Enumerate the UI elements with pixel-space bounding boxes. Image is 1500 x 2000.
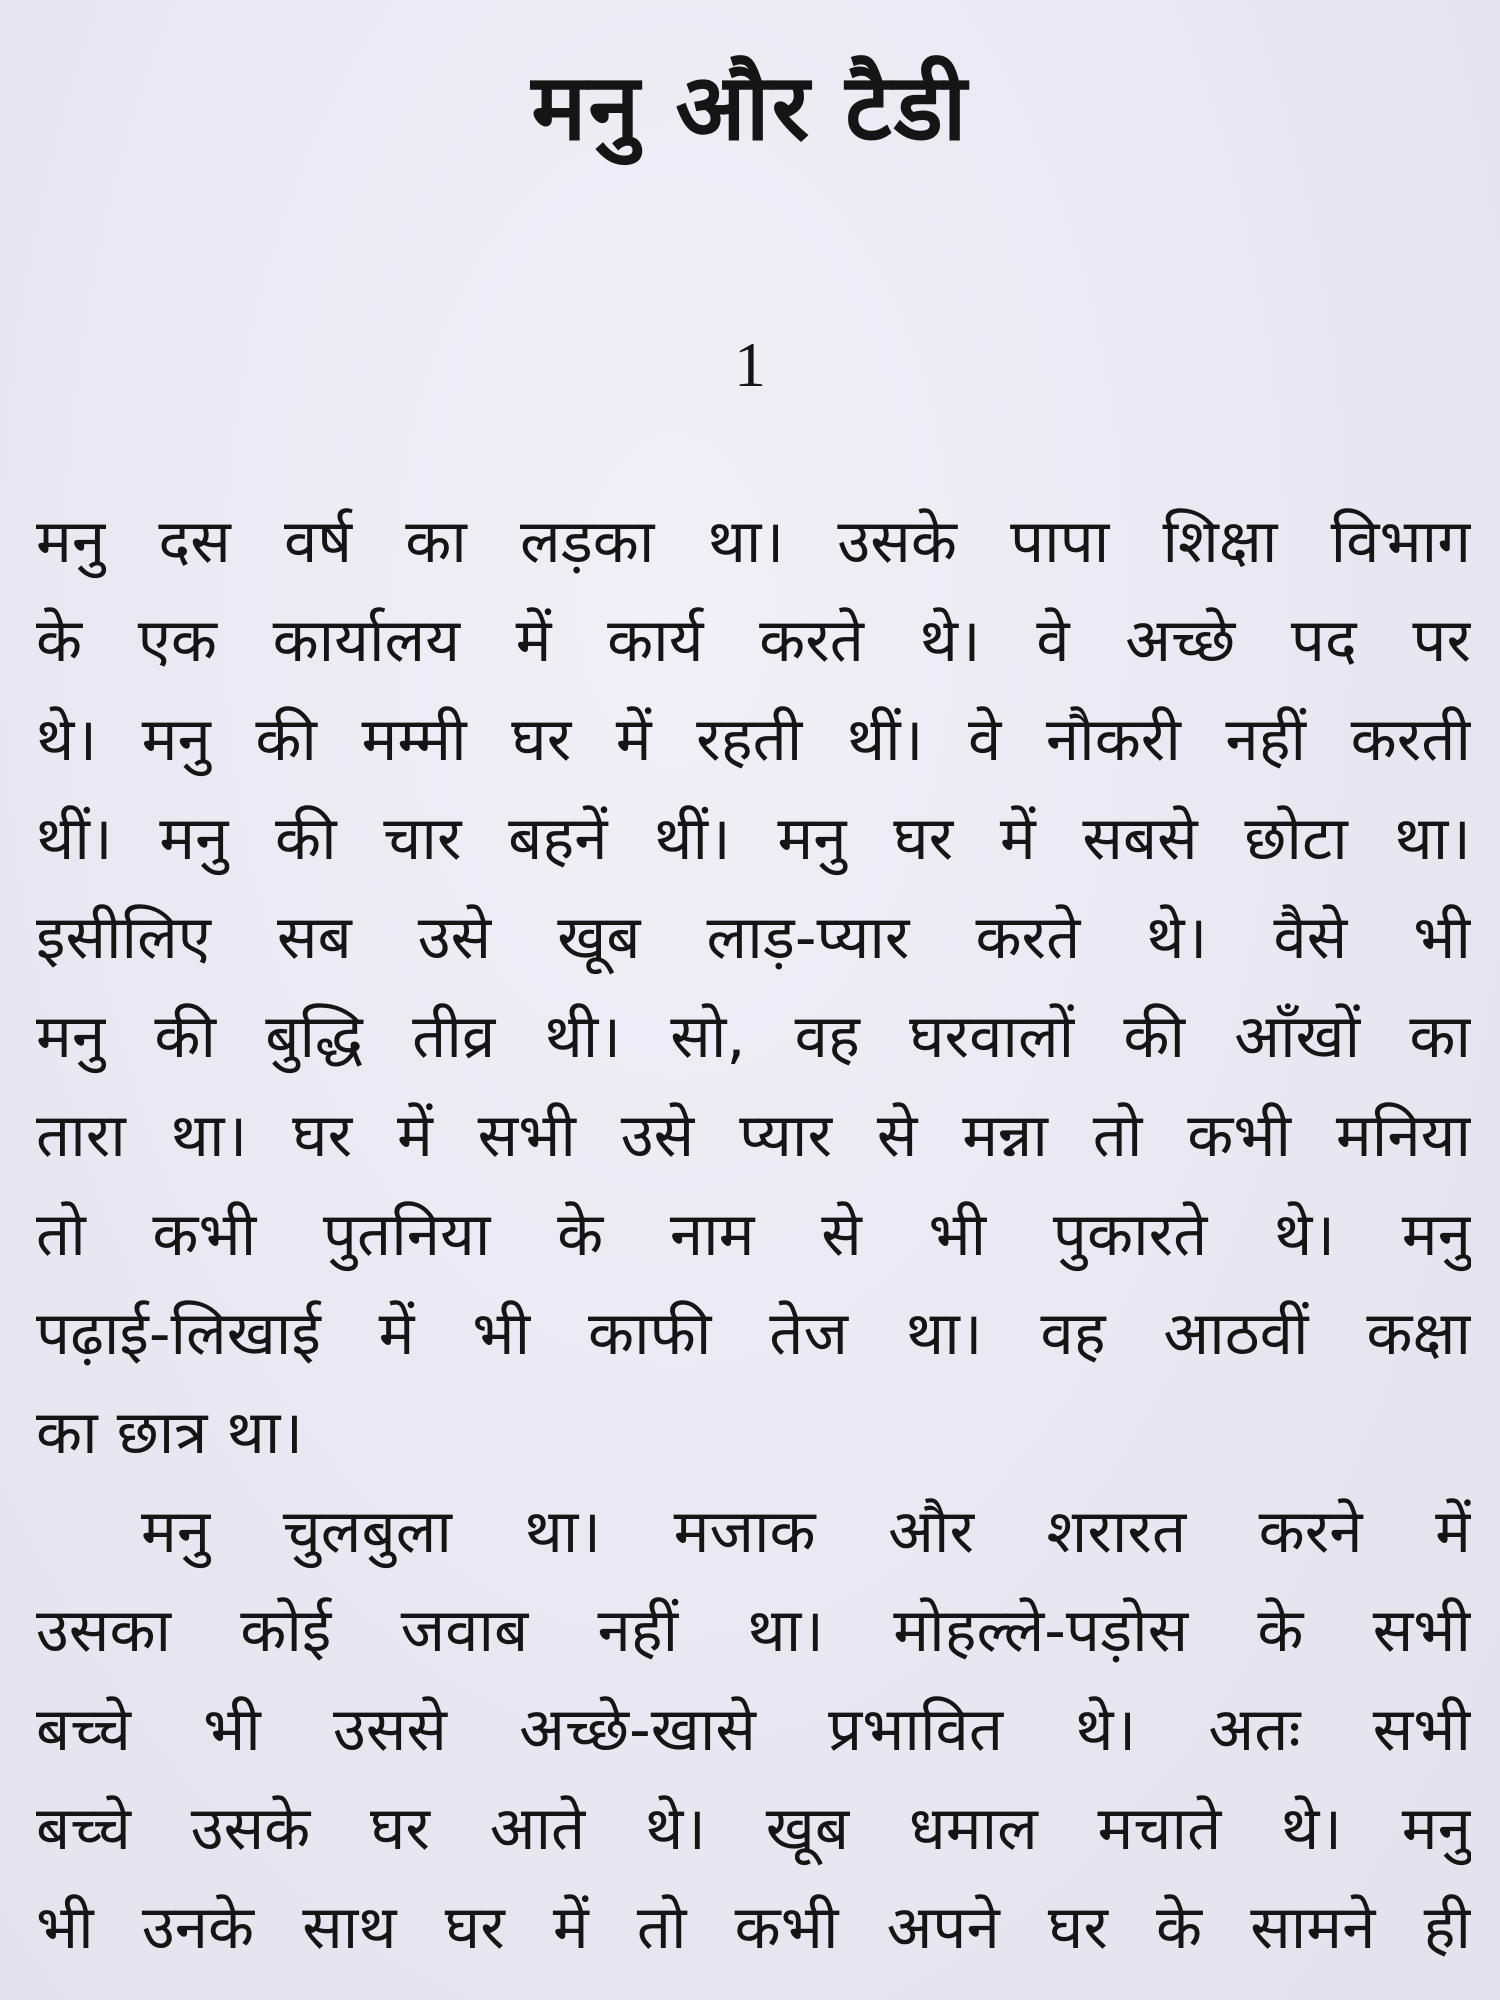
chapter-title: मनु और टैडी: [531, 54, 969, 161]
paragraph-last-line: का छात्र था।: [36, 1398, 304, 1468]
text-line: पढ़ाई-लिखाई में भी काफी तेज था। वह आठवीं कक्षा: [36, 1299, 1471, 1369]
text-line: मनु दस वर्ष का लड़का था। उसके पापा शिक्षा विभाग: [36, 507, 1471, 577]
text-line: थीं। मनु की चार बहनें थीं। मनु घर में सबसे छोटा था।: [36, 804, 1471, 874]
text-line: बच्चे भी उससे अच्छे-खासे प्रभावित थे। अतः सभी: [36, 1695, 1471, 1765]
text-line: उसका कोई जवाब नहीं था। मोहल्ले-पड़ोस के सभी: [36, 1596, 1471, 1666]
paragraph-first-line: मनु चुलबुला था। मजाक और शरारत करने में: [141, 1497, 1471, 1567]
text-line: थे। मनु की मम्मी घर में रहती थीं। वे नौकरी नहीं करती: [36, 705, 1471, 775]
text-line: तो कभी पुतनिया के नाम से भी पुकारते थे। मनु: [36, 1200, 1471, 1270]
body-text: [36, 493, 1471, 1978]
text-line: के एक कार्यालय में कार्य करते थे। वे अच्छे पद पर: [36, 606, 1471, 676]
text-line: इसीलिए सब उसे खूब लाड़-प्यार करते थे। वैसे भी: [36, 903, 1471, 973]
chapter-number: 1: [734, 329, 766, 400]
text-line: तारा था। घर में सभी उसे प्यार से मन्ना तो कभी मनिया: [36, 1101, 1471, 1171]
text-line: बच्चे उसके घर आते थे। खूब धमाल मचाते थे। मनु: [36, 1794, 1471, 1864]
text-line: मनु की बुद्धि तीव्र थी। सो, वह घरवालों की आँखों का: [36, 1002, 1471, 1072]
text-line: भी उनके साथ घर में तो कभी अपने घर के सामने ही: [36, 1893, 1471, 1963]
